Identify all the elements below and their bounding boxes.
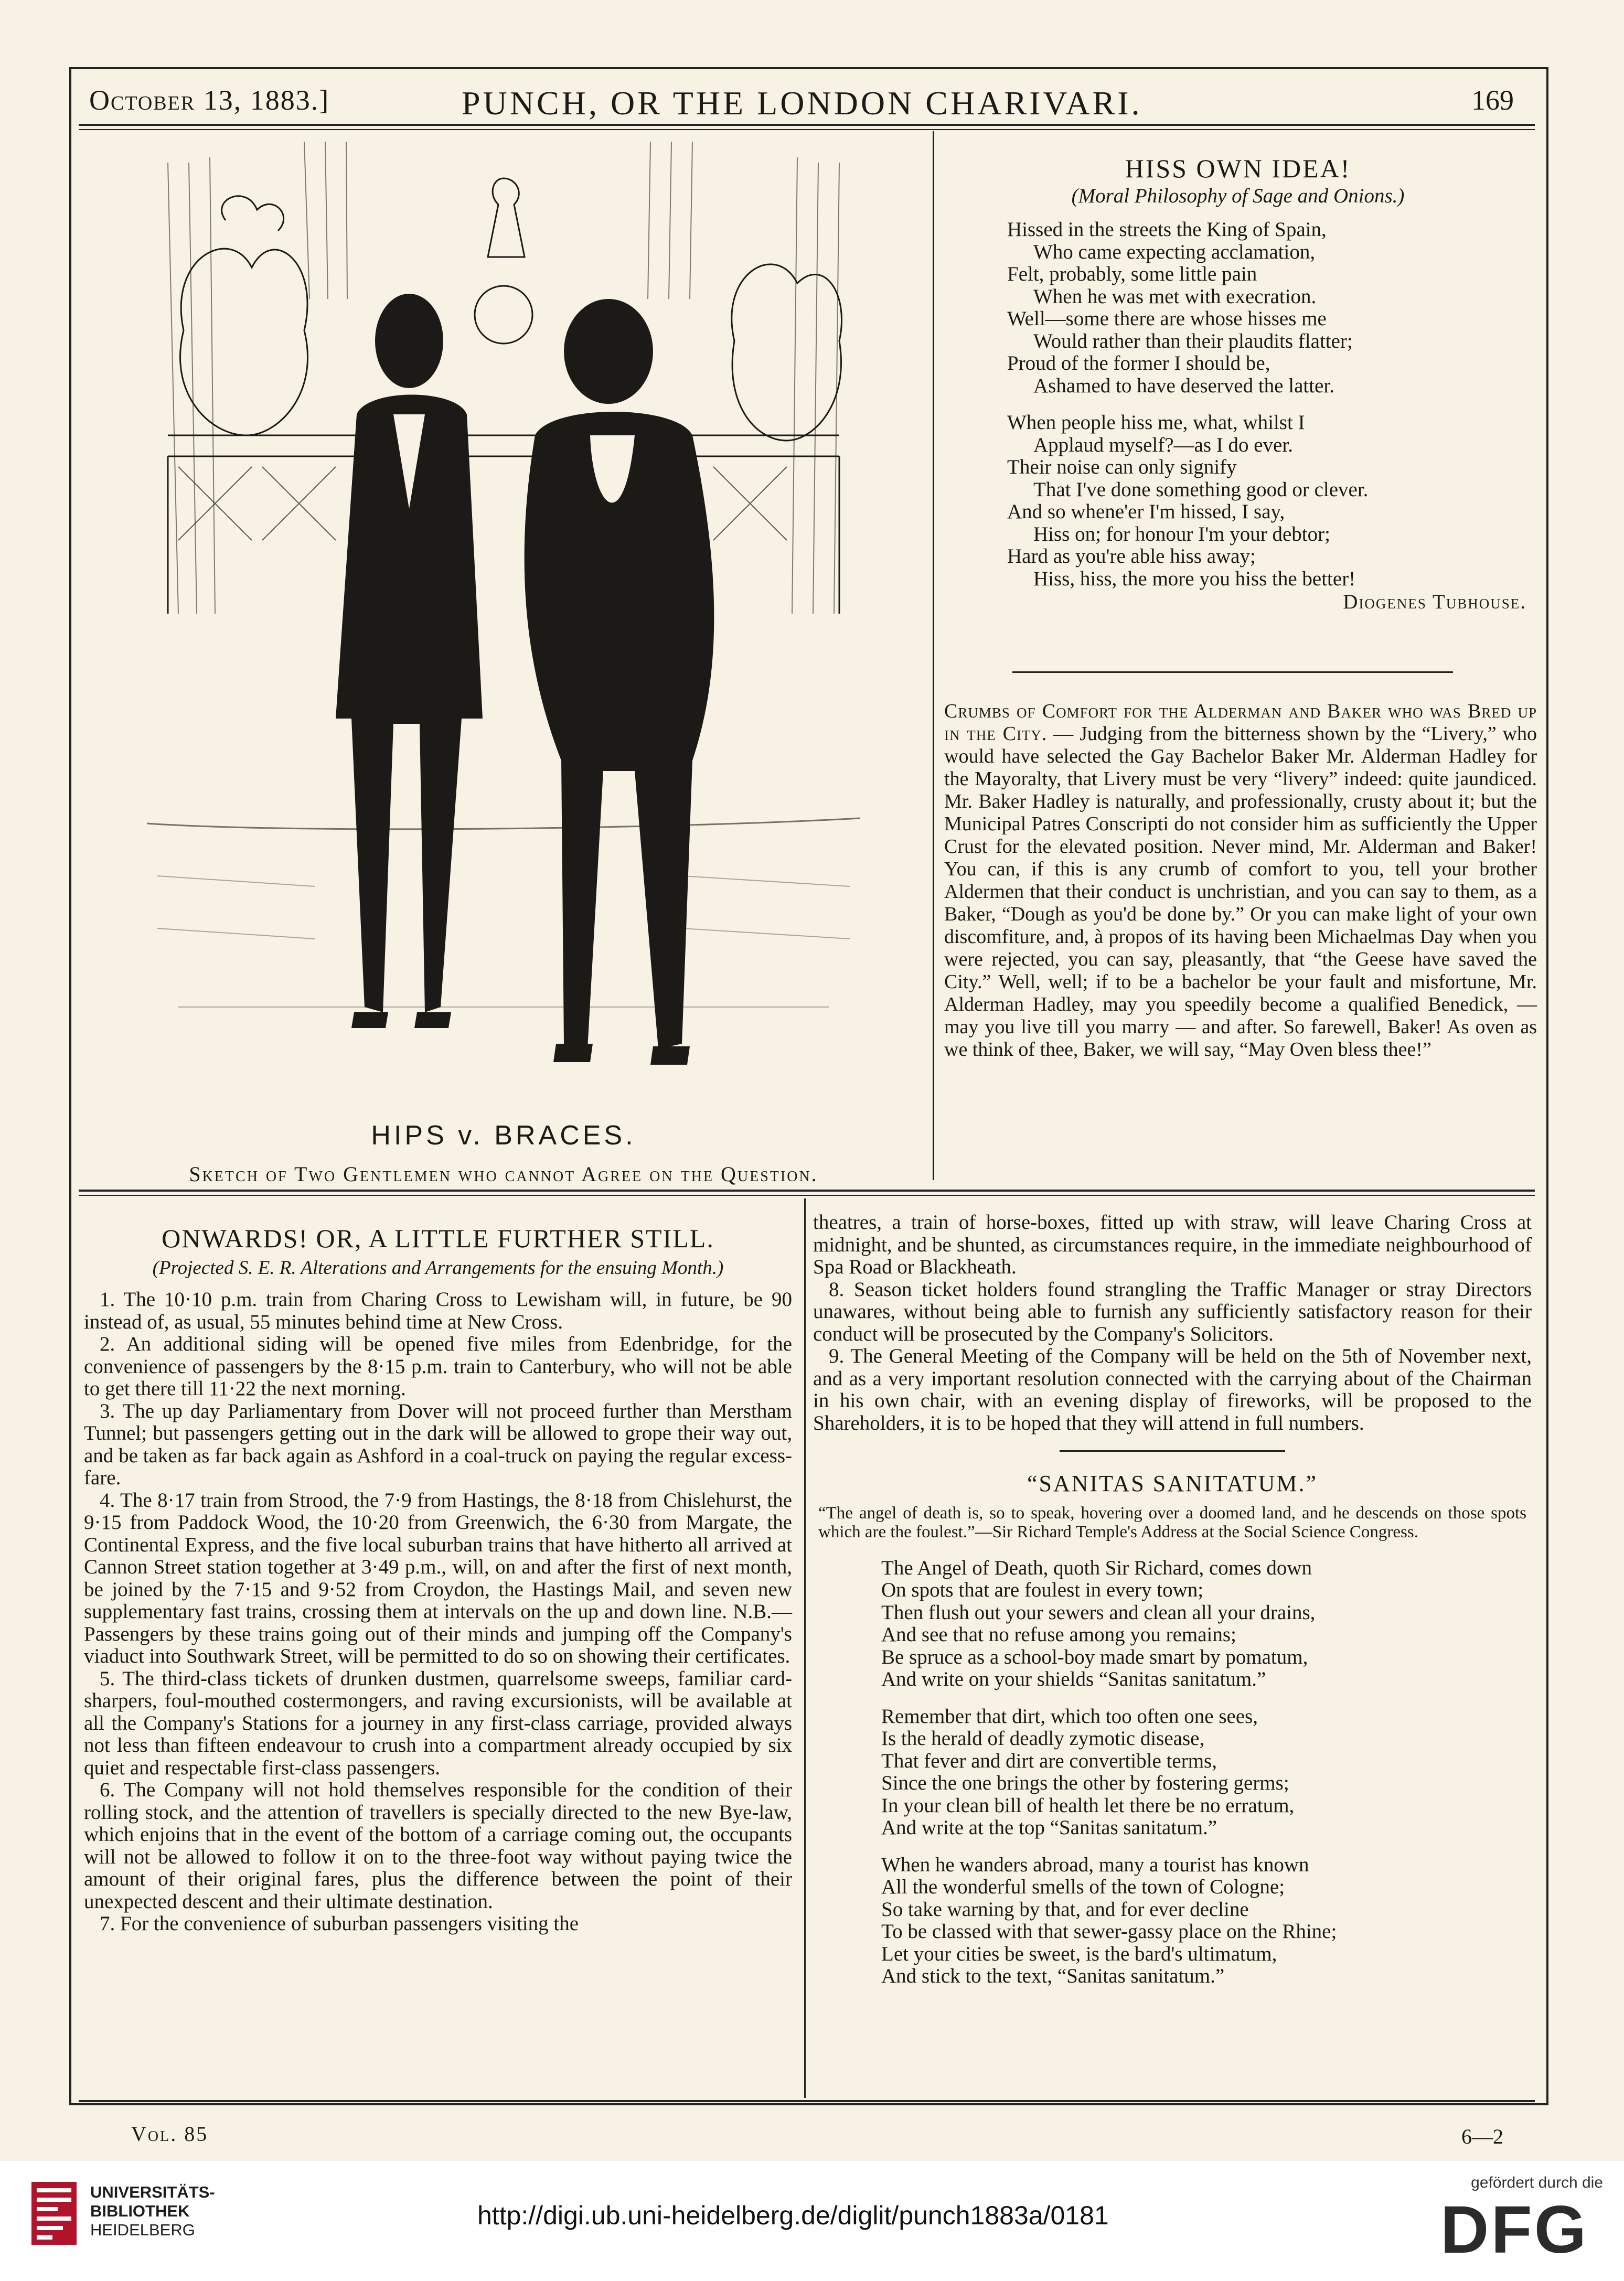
verse-line: The Angel of Death, quoth Sir Richard, comes down <box>881 1556 1312 1579</box>
verse-line: Who came expecting acclamation, <box>1033 240 1316 263</box>
verse-line: And see that no refuse among you remains; <box>881 1623 1236 1646</box>
column-divider-top <box>933 131 934 1180</box>
sanitas-epigraph: “The angel of death is, so to speak, hovering over a doomed land, and he descends on those spots which are the foulest.”—Sir Richard Temple's Address at the Social Science Congress. <box>818 1503 1526 1541</box>
verse-line: Felt, probably, some little pain <box>1007 263 1257 285</box>
verse-line: Remember that dirt, which too often one sees, <box>881 1705 1258 1728</box>
verse-line: Applaud myself?—as I do ever. <box>1033 433 1293 456</box>
verse-line: And write at the top “Sanitas sanitatum.” <box>881 1816 1217 1839</box>
dfg-logo-icon <box>1440 2198 1603 2261</box>
verse-line: Hard as you're able hiss away; <box>1007 545 1256 567</box>
verse-line: And write on your shields “Sanitas sanitatum.” <box>881 1668 1266 1690</box>
section-rule <box>1060 1450 1285 1452</box>
poem-hiss-own-idea <box>949 154 1526 614</box>
poem-subtitle: (Moral Philosophy of Sage and Onions.) <box>1071 184 1405 207</box>
article-paragraph: 6. The Company will not hold themselves responsible for the condition of their rolling stock, and the attention of travellers is specially directed to the new Bye-law, which enjoins that in the event of the bottom of a carriage coming out, the occupants will not be allowed to follow it on to the three-foot way without paying twice the amount of their original fares, plus the difference between the point of their unexpected descent and their ultimate destination. <box>84 1779 792 1913</box>
article-paragraph: 5. The third-class tickets of drunken dustmen, quarrelsome sweeps, familiar card-sharpers, foul-mouthed costermongers, and raving excursionists, will be available at all the Company's Stations for a journey in any first-class carriage, provided always not less than fifteen endeavour to crush into a compartment already occupied by six quiet and respectable first-class passengers. <box>84 1667 792 1779</box>
sanitas-stanza-1 <box>881 1557 1532 1691</box>
verse-line: Would rather than their plaudits flatter; <box>1033 329 1353 352</box>
verse-line: Then flush out your sewers and clean all your drains, <box>881 1601 1316 1624</box>
funded-by-label: gefördert durch die <box>1471 2174 1603 2191</box>
verse-line: Hissed in the streets the King of Spain, <box>1007 218 1327 241</box>
column-divider-bottom <box>804 1198 806 2098</box>
bottom-rule <box>79 2100 1535 2102</box>
library-name <box>90 2183 215 2240</box>
page-number: 169 <box>1471 84 1514 116</box>
verse-line: Since the one brings the other by fostering germs; <box>881 1772 1289 1794</box>
verse-line: When he was met with execration. <box>1033 285 1317 308</box>
permalink-url[interactable]: http://digi.ub.uni-heidelberg.de/diglit/punch1883a/0181 <box>477 2201 1109 2230</box>
crumbs-of-comfort <box>944 700 1537 1061</box>
article-paragraph: 4. The 8·17 train from Strood, the 7·9 from Hastings, the 8·18 from Chislehurst, the 9·15 from Paddock Wood, the 10·20 from Greenwich, the 6·30 from Margate, the Continental Express, and the five local suburban trains that have hitherto all arrived at Cannon Street station together at 3·49 p.m., will, on and after the first of next month, be joined by the 7·15 and 9·52 from Croydon, the Hastings Mail, and seven new supplementary fast trains, crossing them at intervals on the up and down line. N.B.—Passengers by these trains going out of their minds and jumping off the Company's viaduct into Southwark Street, will be permitted to do so on showing their certificates. <box>84 1488 792 1667</box>
crumbs-body: — Judging from the bitterness shown by the “Livery,” who would have selected the Gay Bachelor Baker Mr. Alderman Hadley for the Mayoralty, that Livery must be very “livery” indeed: quite jaundiced. Mr. Baker Hadley is naturally, and professionally, crusty about it; but the Municipal Patres Conscripti do not consider him as sufficiently the Upper Crust for the elevated position. Never mind, Mr. Alderman and Baker! You can, if this is any crumb of comfort to you, tell your brother Aldermen that their conduct is unchristian, and you can say to them, as a Baker, “Dough as you'd be done by.” Or you can make light of your own discomfiture, and, à propos of its having been Michaelmas Day when you were rejected, you can say, pleasantly, that “the Geese have saved the City.” Well, well; if to be a bachelor be your fault and misfortune, Mr. Alderman Hadley, may you speedily become a qualified Benedick, — may you live till you marry — and after. So farewell, Baker! As oven as we think of thee, Baker, we will say, “May Oven bless thee!” <box>944 723 1537 1061</box>
header-rule <box>79 124 1535 126</box>
verse-line: That fever and dirt are convertible terms, <box>881 1749 1217 1772</box>
poem-stanza-2 <box>1007 412 1526 590</box>
verse-line: On spots that are foulest in every town; <box>881 1579 1204 1601</box>
right-column-bottom <box>813 1212 1532 2002</box>
verse-line: All the wonderful smells of the town of Cologne; <box>881 1876 1285 1898</box>
article-title: ONWARDS! OR, A LITTLE FURTHER STILL. <box>162 1224 714 1253</box>
middle-rule <box>79 1190 1535 1192</box>
verse-line: That I've done something good or clever. <box>1033 478 1369 501</box>
verse-line: When he wanders abroad, many a tourist has known <box>881 1853 1309 1876</box>
verse-line: Be spruce as a school-boy made smart by pomatum, <box>881 1645 1308 1668</box>
cartoon-title: HIPS v. BRACES. <box>371 1120 636 1151</box>
poem-signature: Diogenes Tubhouse. <box>1343 591 1526 613</box>
signature-mark: 6—2 <box>1461 2125 1503 2148</box>
article-paragraph: 1. The 10·10 p.m. train from Charing Cross to Lewisham will, in future, be 90 instead of, as usual, 55 minutes behind time at New Cross. <box>84 1288 792 1333</box>
section-rule <box>1012 671 1453 673</box>
verse-line: Well—some there are whose hisses me <box>1007 307 1327 330</box>
verse-line: To be classed with that sewer-gassy place on the Rhine; <box>881 1920 1337 1943</box>
verse-line: Their noise can only signify <box>1007 456 1237 478</box>
article-subtitle: (Projected S. E. R. Alterations and Arrangements for the ensuing Month.) <box>152 1257 724 1279</box>
verse-line: Is the herald of deadly zymotic disease, <box>881 1727 1205 1750</box>
library-name-line: BIBLIOTHEK <box>90 2202 190 2220</box>
middle-rule-thin <box>79 1195 1535 1196</box>
verse-line: When people hiss me, what, whilst I <box>1007 411 1305 434</box>
article-continued: theatres, a train of horse-boxes, fitted up with straw, will leave Charing Cross at midnight, and be shunted, as circumstances require, in the immediate neighbourhood of Spa Road or Blackheath. <box>813 1211 1532 1278</box>
sanitas-stanza-3 <box>881 1854 1532 1988</box>
issue-date: October 13, 1883.] <box>89 84 330 116</box>
article-paragraph: 7. For the convenience of suburban passengers visiting the <box>100 1912 579 1935</box>
verse-line: Hiss, hiss, the more you hiss the better! <box>1033 567 1356 590</box>
article-paragraph: 2. An additional siding will be opened five miles from Edenbridge, for the convenience of passengers by the 8·15 p.m. train to Canterbury, who will not be able to get there till 11·22 the next morning. <box>84 1333 792 1400</box>
library-name-line: HEIDELBERG <box>90 2221 195 2239</box>
masthead: PUNCH, OR THE LONDON CHARIVARI. <box>462 84 1142 122</box>
onwards-article <box>84 1224 792 1935</box>
crumbs-lead: Crumbs of Comfort for the Alderman and Baker who was Bred up in the City. <box>944 700 1537 745</box>
verse-line: Proud of the former I should be, <box>1007 352 1270 374</box>
poem-title: HISS OWN IDEA! <box>1125 154 1351 183</box>
verse-line: Hiss on; for honour I'm your debtor; <box>1033 522 1330 545</box>
cartoon-subtitle: Sketch of Two Gentlemen who cannot Agree on the Question. <box>189 1162 818 1186</box>
verse-line: In your clean bill of health let there be no erratum, <box>881 1794 1295 1817</box>
sanitas-title: “SANITAS SANITATUM.” <box>1027 1471 1318 1496</box>
verse-line: Ashamed to have deserved the latter. <box>1033 374 1334 397</box>
library-name-line: UNIVERSITÄTS- <box>90 2183 215 2201</box>
university-library-logo-icon <box>31 2182 77 2245</box>
verse-line: And so whene'er I'm hissed, I say, <box>1007 500 1285 523</box>
verse-line: Let your cities be sweet, is the bard's ultimatum, <box>881 1942 1277 1965</box>
verse-line: So take warning by that, and for ever decline <box>881 1898 1249 1921</box>
header-rule-thin <box>79 129 1535 130</box>
cartoon-illustration <box>147 142 860 1107</box>
article-continued: 8. Season ticket holders found strangling the Traffic Manager or stray Directors unawares, without being able to furnish any sufficiently satisfactory reason for their conduct will be prosecuted by the Company's Solicitors. <box>813 1278 1532 1345</box>
article-continued: 9. The General Meeting of the Company will be held on the 5th of November next, and as a very important resolution connected with the carrying about of the Chairman in his own chair, with an evening display of fireworks, will be proposed to the Shareholders, it is to be hoped that they will attend in full numbers. <box>813 1345 1532 1434</box>
verse-line: And stick to the text, “Sanitas sanitatum.” <box>881 1965 1225 1987</box>
sanitas-stanza-2 <box>881 1706 1532 1839</box>
poem-stanza-1 <box>1007 219 1526 397</box>
dfg-wordmark: DFG <box>1440 2198 1589 2261</box>
volume-label: Vol. 85 <box>131 2122 209 2146</box>
article-paragraph: 3. The up day Parliamentary from Dover will not proceed further than Merstham Tunnel; but passengers getting out in the dark will be allowed to grope their way out, and be taken as far back again as Ashford in a coal-truck on paying the regular excess-fare. <box>84 1399 792 1489</box>
